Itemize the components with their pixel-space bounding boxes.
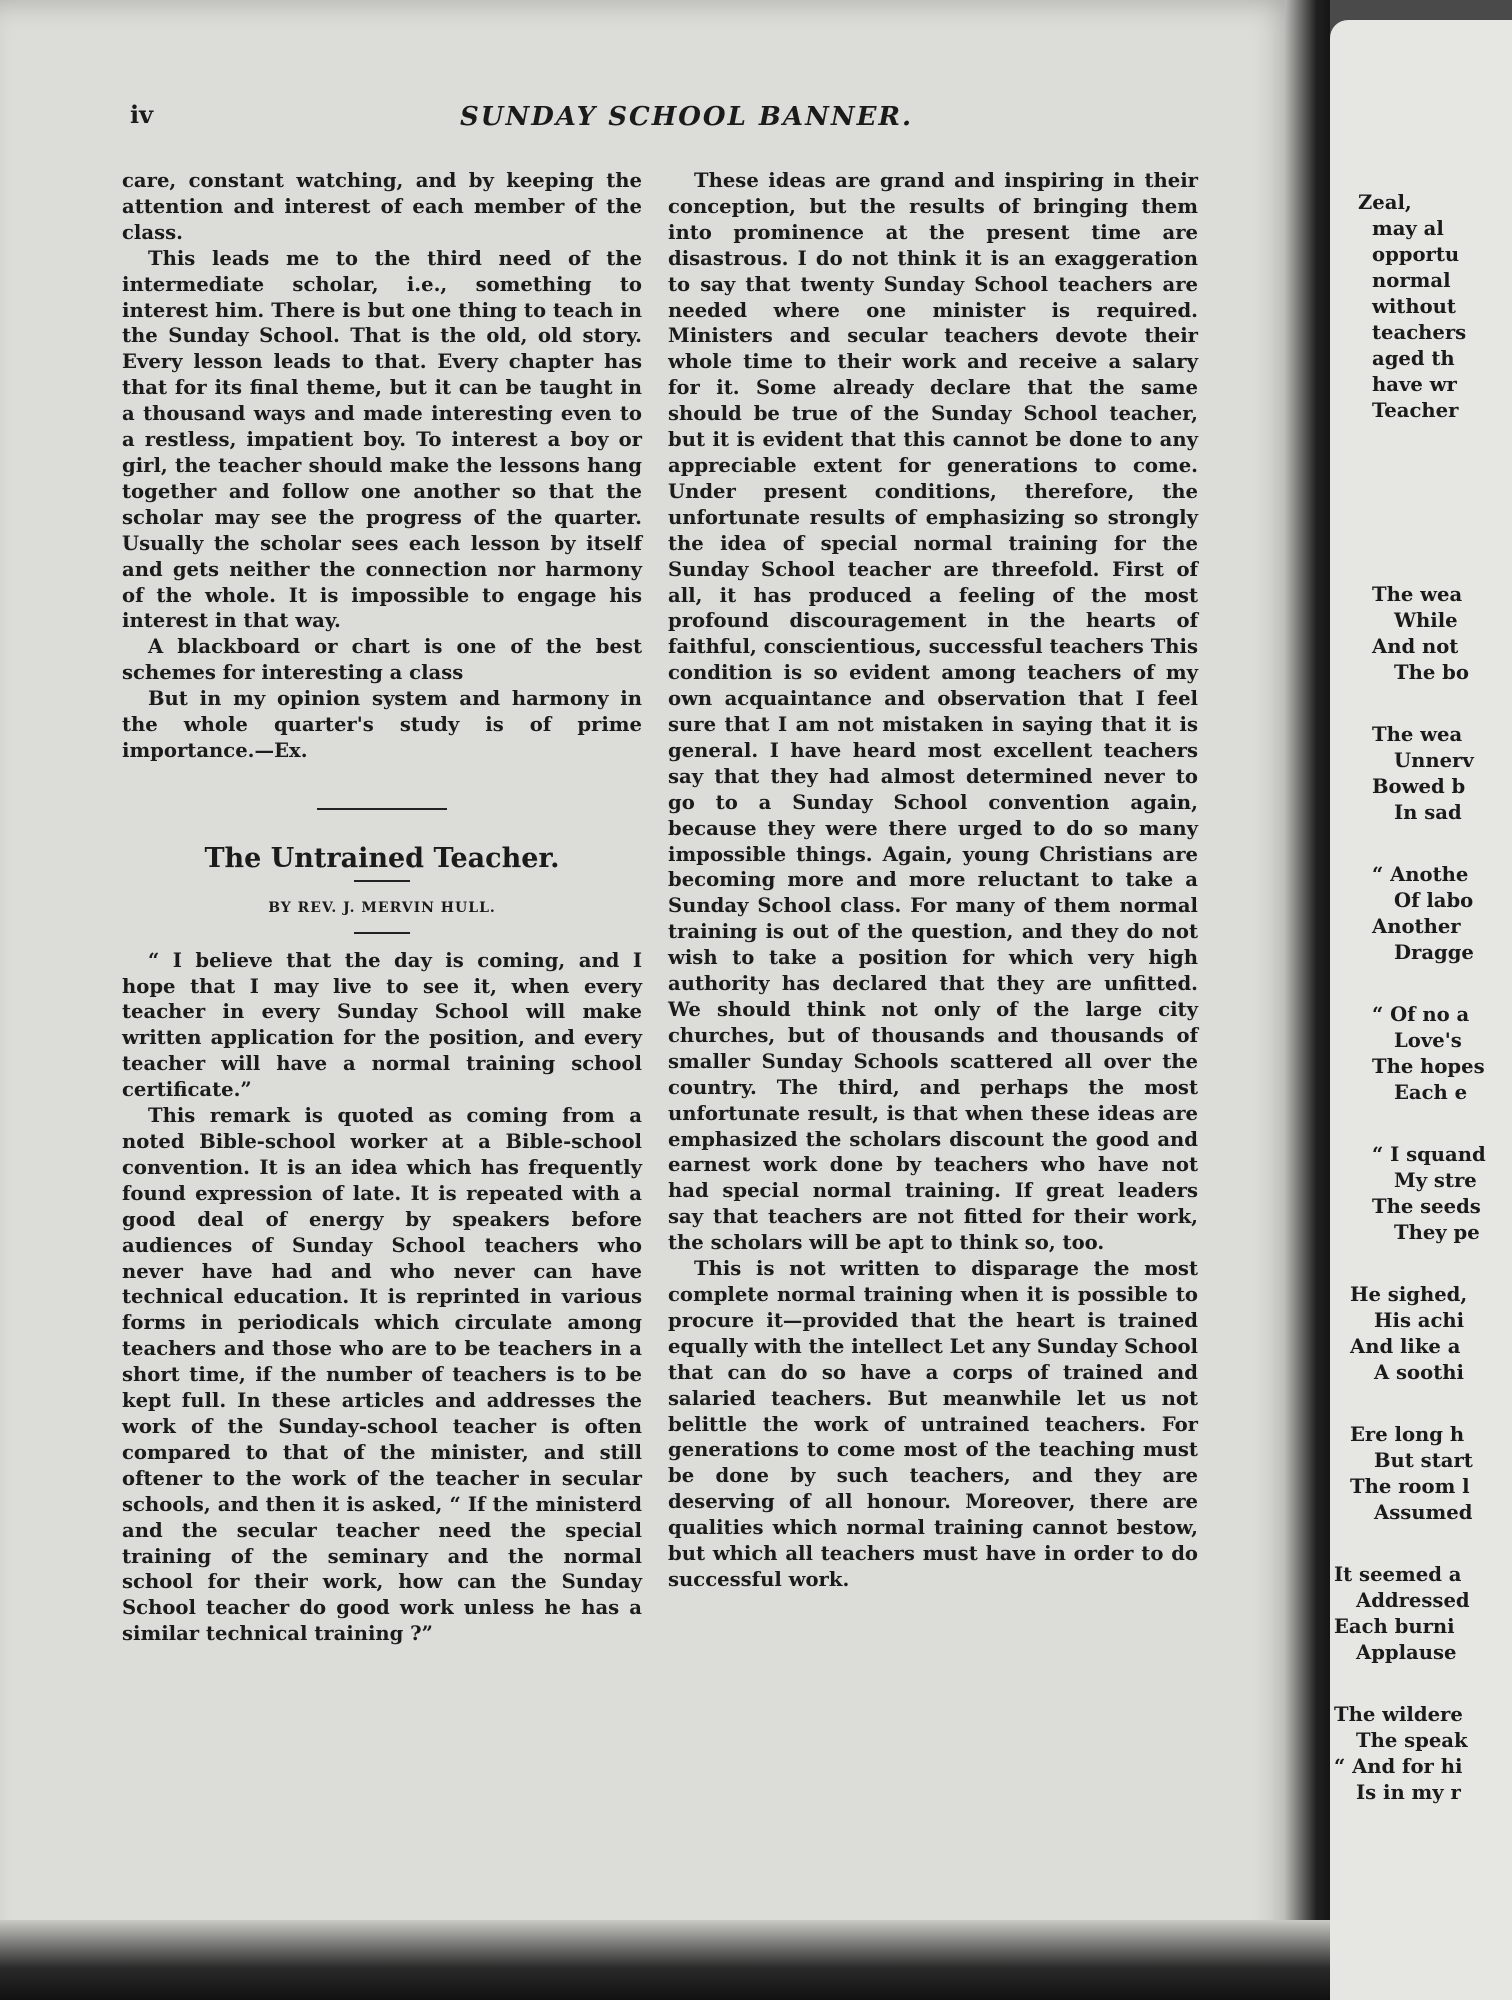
right-page-line: have wr (1372, 373, 1457, 396)
right-page-line: The room l (1350, 1475, 1470, 1498)
right-page-line: They pe (1394, 1221, 1480, 1244)
right-page-line: Dragge (1394, 941, 1474, 964)
right-page-line: may al (1372, 217, 1444, 240)
book-gutter (1285, 0, 1330, 2000)
right-page-line: The wildere (1334, 1703, 1463, 1726)
paragraph: This leads me to the third need of the intermediate scholar, i.e., something to interest him. There is but one thing to teach in the Sunday School. That is the old, old story. Every lesson leads to that. Every chapter has that for its final theme, but it can be taught in a thousand ways and made interesting even to a restless, impatient boy. To interest a boy or girl, the teacher should make the lessons hang together and follow one another so that the scholar may see the progress of the quarter. Usually the scholar sees each lesson by itself and gets neither the connection nor harmony of the whole. It is impossible to engage his interest in that way. (122, 246, 642, 633)
page-number: iv (130, 100, 154, 129)
right-page-line: The wea (1372, 583, 1463, 606)
right-page-line: Is in my r (1356, 1781, 1461, 1804)
right-page-line: Another (1372, 915, 1461, 938)
right-page-line: In sad (1394, 801, 1462, 824)
left-column (122, 168, 642, 1647)
right-page-line: His achi (1374, 1309, 1465, 1332)
paragraph: This remark is quoted as coming from a noted Bible-school worker at a Bible-school convention. It is an idea which has frequently found expression of late. It is repeated with a good deal of energy by speakers before audiences of Sunday School teachers who never have had and who never can have technical education. It is reprinted in various forms in periodicals which circulate among teachers and those who are to be teachers in a short time, if the number of teachers is to be kept full. In these articles and addresses the work of the Sunday-school teacher is often compared to that of the minister, and still oftener to the work of the teacher in secular schools, and then it is asked, “ If the ministerd and the secular teacher need the special training of the seminary and the normal school for their work, how can the Sunday School teacher do good work unless he has a similar technical training ?” (122, 1104, 642, 1646)
article-title: The Untrained Teacher. (204, 842, 560, 874)
right-page-line: My stre (1394, 1169, 1477, 1192)
right-page-line: While (1394, 609, 1458, 632)
right-page-line: Each burni (1334, 1615, 1455, 1638)
right-page-line: And like a (1350, 1335, 1461, 1358)
right-page-line: It seemed a (1334, 1563, 1462, 1586)
right-page-line: Each e (1394, 1081, 1468, 1104)
right-page-line: But start (1374, 1449, 1473, 1472)
right-page-line: Unnerv (1394, 749, 1474, 772)
right-page-line: “ And for hi (1334, 1755, 1463, 1778)
right-page-line: Of labo (1394, 889, 1474, 912)
middle-column (668, 168, 1198, 1593)
paragraph: care, constant watching, and by keeping the attention and interest of each member of the class. (122, 169, 642, 244)
right-page-line: Assumed (1374, 1501, 1473, 1524)
right-page-line: opportu (1372, 243, 1460, 266)
right-page-line: The wea (1372, 723, 1463, 746)
right-page-line: Ere long h (1350, 1423, 1465, 1446)
right-page-line: Love's (1394, 1029, 1462, 1052)
right-page-line: He sighed, (1350, 1283, 1468, 1306)
right-page-line: Applause (1356, 1641, 1457, 1664)
right-page-line: teachers (1372, 321, 1467, 344)
title-rule (354, 880, 410, 882)
right-page-line: without (1372, 295, 1456, 318)
right-page-line: aged th (1372, 347, 1455, 370)
right-page-line: “ I squand (1372, 1143, 1486, 1166)
right-page-line: Addressed (1356, 1589, 1470, 1612)
right-page-line: The hopes (1372, 1055, 1485, 1078)
page-header (130, 100, 1190, 150)
article-byline: BY REV. J. MERVIN HULL. (268, 899, 496, 916)
right-page-line: “ Anothe (1372, 863, 1469, 886)
right-page-line: Zeal, (1358, 191, 1412, 214)
right-page-line: The seeds (1372, 1195, 1481, 1218)
right-page-line: And not (1372, 635, 1459, 658)
running-title: SUNDAY SCHOOL BANNER. (460, 102, 914, 132)
paragraph: A blackboard or chart is one of the best schemes for interesting a class (122, 635, 642, 685)
paragraph: This is not written to disparage the most complete normal training when it is possible to procure it—provided that the heart is trained equally with the intellect Let any Sunday School that can do so have a corps of trained and salaried teachers. But meanwhile let us not belittle the work of untrained teachers. For generations to come most of the teaching must be done by such teachers, and they are deserving of all honour. Moreover, there are qualities which normal training cannot bestow, but which all teachers must have in order to do successful work. (668, 1257, 1198, 1591)
right-page-line: Teacher (1372, 399, 1459, 422)
paragraph: But in my opinion system and harmony in the whole quarter's study is of prime importance.—Ex. (122, 687, 642, 762)
byline-rule (354, 932, 410, 934)
right-page-line: The speak (1356, 1729, 1468, 1752)
section-divider (317, 808, 447, 810)
right-page-line: normal (1372, 269, 1451, 292)
right-page-fragment (1330, 20, 1512, 2000)
paragraph: “ I believe that the day is coming, and I hope that I may live to see it, when every teacher in every Sunday School will make written application for the position, and every teacher will have a normal training school certificate.” (122, 948, 642, 1102)
page-bottom-edge (0, 1920, 1330, 2000)
right-page-line: Bowed b (1372, 775, 1466, 798)
right-page-line: “ Of no a (1372, 1003, 1470, 1026)
right-page-line: A soothi (1374, 1361, 1464, 1384)
right-page-line: The bo (1394, 661, 1469, 684)
paragraph: These ideas are grand and inspiring in their conception, but the results of bringing them into prominence at the present time are disastrous. I do not think it is an exaggeration to say that twenty Sunday School teachers are needed where one minister is required. Ministers and secular teachers devote their whole time to their work and receive a salary for it. Some already declare that the same should be true of the Sunday School teacher, but it is evident that this cannot be done to any appreciable extent for generations to come. Under present conditions, therefore, the unfortunate results of emphasizing so strongly the idea of special normal training for the Sunday School teacher are threefold. First of all, it has produced a feeling of the most profound discouragement in the hearts of faithful, conscientious, successful teachers This condition is so evident among teachers of my own acquaintance and observation that I feel sure that I am not mistaken in saying that it is general. I have heard most excellent teachers say that they had almost determined never to go to a Sunday School convention again, because they were there urged to do so many impossible things. Again, young Christians are becoming more and more reluctant to take a Sunday School class. For many of them normal training is out of the question, and they do not wish to take a position for which very high authority has declared that they are unfitted. We should think not only of the large city churches, but of thousands and thousands of smaller Sunday Schools scattered all over the country. The third, and perhaps the most unfortunate result, is that when these ideas are emphasized the scholars discount the good and earnest work done by teachers who have not had special normal training. If great leaders say that teachers are not fitted for their work, the scholars will be apt to think so, too. (668, 169, 1198, 1255)
